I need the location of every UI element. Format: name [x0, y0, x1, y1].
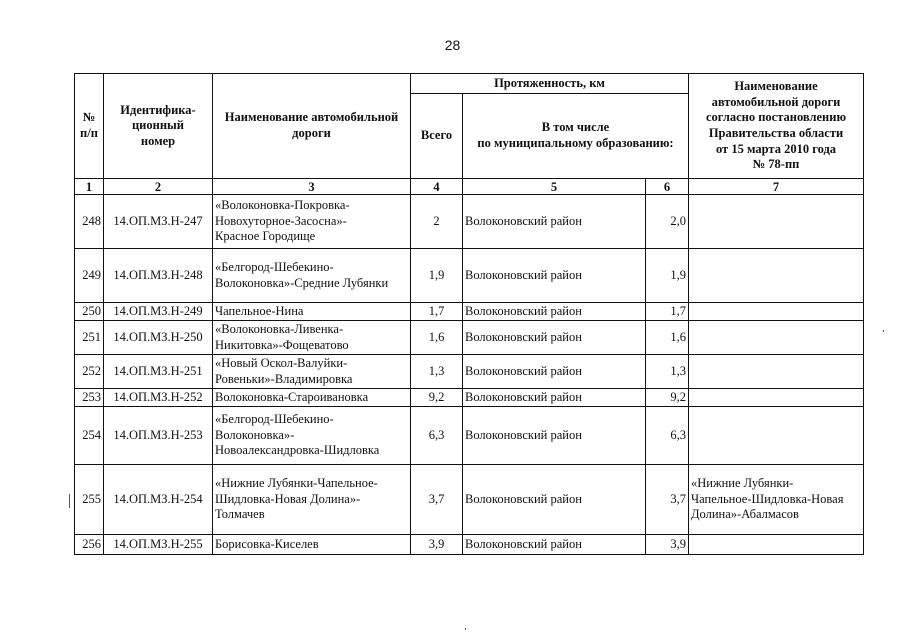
municipal-district: Волоконовский район: [463, 195, 646, 249]
row-number: 254: [75, 407, 104, 465]
header-length-group: Протяженность, км: [411, 74, 689, 94]
length-municipal: 1,6: [646, 321, 689, 355]
gov-resolution-name: [689, 465, 864, 535]
municipal-district: Волоконовский район: [463, 407, 646, 465]
table-row: [75, 535, 864, 555]
scan-speck: [883, 330, 884, 332]
cell-line: Волоконовка»-: [215, 427, 295, 442]
gov-resolution-name: [689, 249, 864, 303]
column-number: 5: [463, 179, 646, 195]
gov-resolution-name: [689, 195, 864, 249]
length-total: 1,6: [411, 321, 463, 355]
column-number: 2: [104, 179, 213, 195]
row-number: 253: [75, 389, 104, 407]
road-identifier: 14.ОП.МЗ.Н-253: [104, 407, 213, 465]
scan-speck: [69, 494, 70, 508]
length-municipal: 1,7: [646, 303, 689, 321]
column-number-row: [75, 179, 864, 195]
table-row: [75, 389, 864, 407]
header-municipal: В том числе по муниципальному образованию:: [463, 94, 689, 179]
cell-line: «Белгород-Шебекино-: [215, 412, 334, 427]
table-row: [75, 303, 864, 321]
header-road-name: Наименование автомобильной дороги: [213, 74, 411, 179]
road-identifier: 14.ОП.МЗ.Н-250: [104, 321, 213, 355]
length-total: 1,3: [411, 355, 463, 389]
cell-line: Долина»-Абалмасов: [691, 507, 799, 522]
length-municipal: 6,3: [646, 407, 689, 465]
column-number: 3: [213, 179, 411, 195]
row-number: 249: [75, 249, 104, 303]
cell-line: Шидловка-Новая Долина»-: [215, 491, 361, 506]
road-identifier: 14.ОП.МЗ.Н-251: [104, 355, 213, 389]
header-num: № п/п: [75, 74, 104, 179]
road-identifier: 14.ОП.МЗ.Н-248: [104, 249, 213, 303]
header-total: Всего: [411, 94, 463, 179]
length-total: 9,2: [411, 389, 463, 407]
cell-line: «Белгород-Шебекино-: [215, 259, 334, 274]
row-number: 256: [75, 535, 104, 555]
row-number: 255: [75, 465, 104, 535]
column-number: 7: [689, 179, 864, 195]
row-number: 248: [75, 195, 104, 249]
road-name: [213, 355, 411, 389]
road-name: [213, 389, 411, 407]
cell-line: Новоалександровка-Шидловка: [215, 443, 380, 458]
table-body: [75, 195, 864, 555]
cell-line: «Новый Оскол-Валуйки-: [215, 355, 348, 370]
cell-line: Волоконовка»-Средние Лубянки: [215, 275, 389, 290]
municipal-district: Волоконовский район: [463, 249, 646, 303]
table-row: [75, 195, 864, 249]
municipal-district: Волоконовский район: [463, 465, 646, 535]
scan-speck: [465, 628, 466, 630]
column-number: 6: [646, 179, 689, 195]
length-total: 6,3: [411, 407, 463, 465]
cell-line: Новохуторное-Засосна»-: [215, 213, 347, 228]
gov-resolution-name: [689, 535, 864, 555]
gov-resolution-name: [689, 321, 864, 355]
table-row: [75, 355, 864, 389]
row-number: 251: [75, 321, 104, 355]
road-name: [213, 407, 411, 465]
length-municipal: 9,2: [646, 389, 689, 407]
road-name: [213, 535, 411, 555]
table-header: [75, 74, 864, 195]
cell-line: Борисовка-Киселев: [215, 536, 319, 551]
row-number: 252: [75, 355, 104, 389]
gov-resolution-name: [689, 303, 864, 321]
cell-line: «Волоконовка-Покровка-: [215, 198, 350, 213]
cell-line: Толмачев: [215, 507, 265, 522]
gov-resolution-name: [689, 389, 864, 407]
cell-line: Чапельное-Нина: [215, 303, 304, 318]
road-name: [213, 321, 411, 355]
gov-resolution-name: [689, 355, 864, 389]
table-row: [75, 249, 864, 303]
road-name: [213, 465, 411, 535]
length-total: 1,7: [411, 303, 463, 321]
row-number: 250: [75, 303, 104, 321]
roads-table: [74, 73, 864, 555]
length-total: 3,7: [411, 465, 463, 535]
municipal-district: Волоконовский район: [463, 535, 646, 555]
length-municipal: 3,7: [646, 465, 689, 535]
municipal-district: Волоконовский район: [463, 321, 646, 355]
road-identifier: 14.ОП.МЗ.Н-255: [104, 535, 213, 555]
cell-line: Никитовка»-Фощеватово: [215, 337, 349, 352]
road-name: [213, 195, 411, 249]
cell-line: Чапельное-Шидловка-Новая: [691, 491, 844, 506]
road-identifier: 14.ОП.МЗ.Н-247: [104, 195, 213, 249]
table-row: [75, 407, 864, 465]
length-municipal: 2,0: [646, 195, 689, 249]
gov-resolution-name: [689, 407, 864, 465]
cell-line: «Волоконовка-Ливенка-: [215, 321, 344, 336]
road-name: [213, 303, 411, 321]
length-total: 3,9: [411, 535, 463, 555]
cell-line: «Нижние Лубянки-: [691, 476, 794, 491]
header-gov-name: Наименование автомобильной дороги согласно постановлению Правительства области от 15 марта 2010 года № 78-пп: [689, 74, 864, 179]
road-identifier: 14.ОП.МЗ.Н-249: [104, 303, 213, 321]
cell-line: Ровеньки»-Владимировка: [215, 371, 353, 386]
length-municipal: 1,9: [646, 249, 689, 303]
header-id: Идентифика- ционный номер: [104, 74, 213, 179]
road-name: [213, 249, 411, 303]
road-identifier: 14.ОП.МЗ.Н-254: [104, 465, 213, 535]
column-number: 1: [75, 179, 104, 195]
length-municipal: 3,9: [646, 535, 689, 555]
road-identifier: 14.ОП.МЗ.Н-252: [104, 389, 213, 407]
table-row: [75, 465, 864, 535]
length-total: 2: [411, 195, 463, 249]
cell-line: Красное Городище: [215, 229, 316, 244]
municipal-district: Волоконовский район: [463, 303, 646, 321]
table-row: [75, 321, 864, 355]
cell-line: «Нижние Лубянки-Чапельное-: [215, 476, 378, 491]
column-number: 4: [411, 179, 463, 195]
municipal-district: Волоконовский район: [463, 389, 646, 407]
cell-line: Волоконовка-Староивановка: [215, 389, 369, 404]
length-municipal: 1,3: [646, 355, 689, 389]
length-total: 1,9: [411, 249, 463, 303]
page-number: 28: [444, 37, 461, 53]
municipal-district: Волоконовский район: [463, 355, 646, 389]
